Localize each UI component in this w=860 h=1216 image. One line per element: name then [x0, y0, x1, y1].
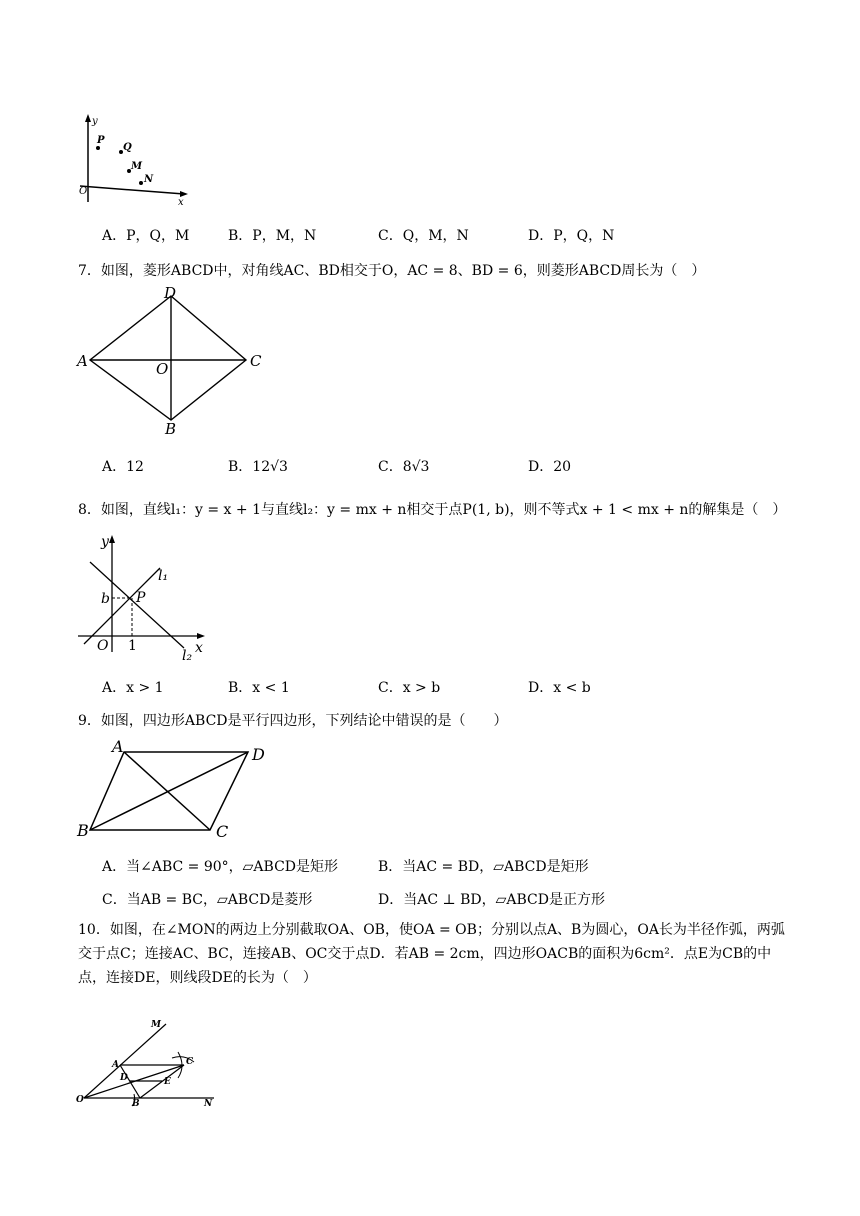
q8-stem: 8．如图，直线l₁：y = x + 1与直线l₂：y = mx + n相交于点P(1, b)，则不等式x + 1 < mx + n的解集是（ ）	[78, 502, 787, 518]
q10-label-m: M	[151, 1020, 161, 1030]
q9-option-c[interactable]: C．当AB = BC，▱ABCD是菱形	[102, 892, 313, 908]
q10-label-b: B	[132, 1099, 140, 1108]
q6-coordinate-figure	[74, 112, 194, 208]
q9-label-c: C	[216, 822, 229, 841]
q9-label-d: D	[252, 745, 265, 764]
q8-line-l2: l₂	[182, 648, 193, 660]
q9-label-b: B	[77, 821, 89, 840]
q6-point-p: P	[97, 135, 105, 146]
q7-label-a: A	[77, 352, 88, 370]
q7-option-d[interactable]: D．20	[528, 459, 572, 475]
q8-x-label: x	[195, 640, 203, 656]
q10-label-e: E	[164, 1077, 171, 1087]
q6-point-q: Q	[123, 142, 132, 153]
q8-option-d[interactable]: D．x < b	[528, 680, 591, 696]
q6-option-d[interactable]: D．P，Q，N	[528, 228, 615, 244]
q8-option-b[interactable]: B．x < 1	[228, 680, 290, 696]
q8-lines-figure	[74, 530, 214, 660]
q9-option-d[interactable]: D．当AC ⊥ BD，▱ABCD是正方形	[378, 892, 605, 908]
q10-stem: 10．如图，在∠MON的两边上分别截取OA、OB，使OA = OB；分别以点A、B为圆心，OA长为半径作弧，两弧交于点C；连接AC、BC，连接AB、OC交于点D．若AB = 2cm，四边形OACB的面积为6cm²．点E为CB的中点，连接DE，则线段DE的长为（ ）	[78, 922, 785, 986]
q8-point-p: P	[136, 590, 146, 606]
q6-point-m: M	[131, 161, 143, 172]
q9-label-a: A	[112, 738, 124, 756]
q6-x-label: x	[178, 197, 184, 208]
q10-label-d: D	[120, 1073, 128, 1083]
q9-option-a[interactable]: A．当∠ABC = 90°，▱ABCD是矩形	[102, 859, 339, 875]
q6-option-b[interactable]: B．P，M，N	[228, 228, 317, 244]
q9-parallelogram-figure	[74, 738, 274, 844]
q7-label-c: C	[250, 352, 262, 370]
q7-option-b[interactable]: B．12√3	[228, 459, 288, 475]
q7-label-o: O	[156, 360, 169, 378]
q8-origin-label: O	[97, 638, 109, 654]
q8-option-a[interactable]: A．x > 1	[102, 680, 164, 696]
q7-rhombus-figure	[74, 284, 274, 436]
q10-label-n: N	[204, 1099, 213, 1108]
q8-tick-b: b	[101, 591, 110, 607]
q6-y-label: y	[92, 116, 98, 127]
q7-label-b: B	[165, 420, 177, 436]
q8-y-label: y	[101, 534, 109, 550]
q7-option-a[interactable]: A．12	[102, 459, 144, 475]
q9-stem: 9．如图，四边形ABCD是平行四边形，下列结论中错误的是（ ）	[78, 713, 508, 729]
q7-label-d: D	[164, 284, 177, 302]
q10-label-a: A	[112, 1060, 119, 1070]
q6-option-c[interactable]: C．Q，M，N	[378, 228, 469, 244]
q8-option-c[interactable]: C．x > b	[378, 680, 441, 696]
q6-origin-label: O	[79, 186, 88, 197]
q7-stem: 7．如图，菱形ABCD中，对角线AC、BD相交于O，AC = 8、BD = 6，则菱形ABCD周长为（ ）	[78, 263, 706, 279]
q9-option-b[interactable]: B．当AC = BD，▱ABCD是矩形	[378, 859, 589, 875]
q6-option-a[interactable]: A．P，Q，M	[102, 228, 190, 244]
q6-point-n: N	[144, 174, 154, 185]
q10-label-c: C	[186, 1057, 194, 1067]
q10-construction-figure	[74, 1016, 224, 1108]
q10-label-o: O	[76, 1095, 84, 1105]
q8-tick-1: 1	[128, 638, 137, 654]
q7-option-c[interactable]: C．8√3	[378, 459, 430, 475]
q8-line-l1: l₁	[158, 568, 169, 584]
